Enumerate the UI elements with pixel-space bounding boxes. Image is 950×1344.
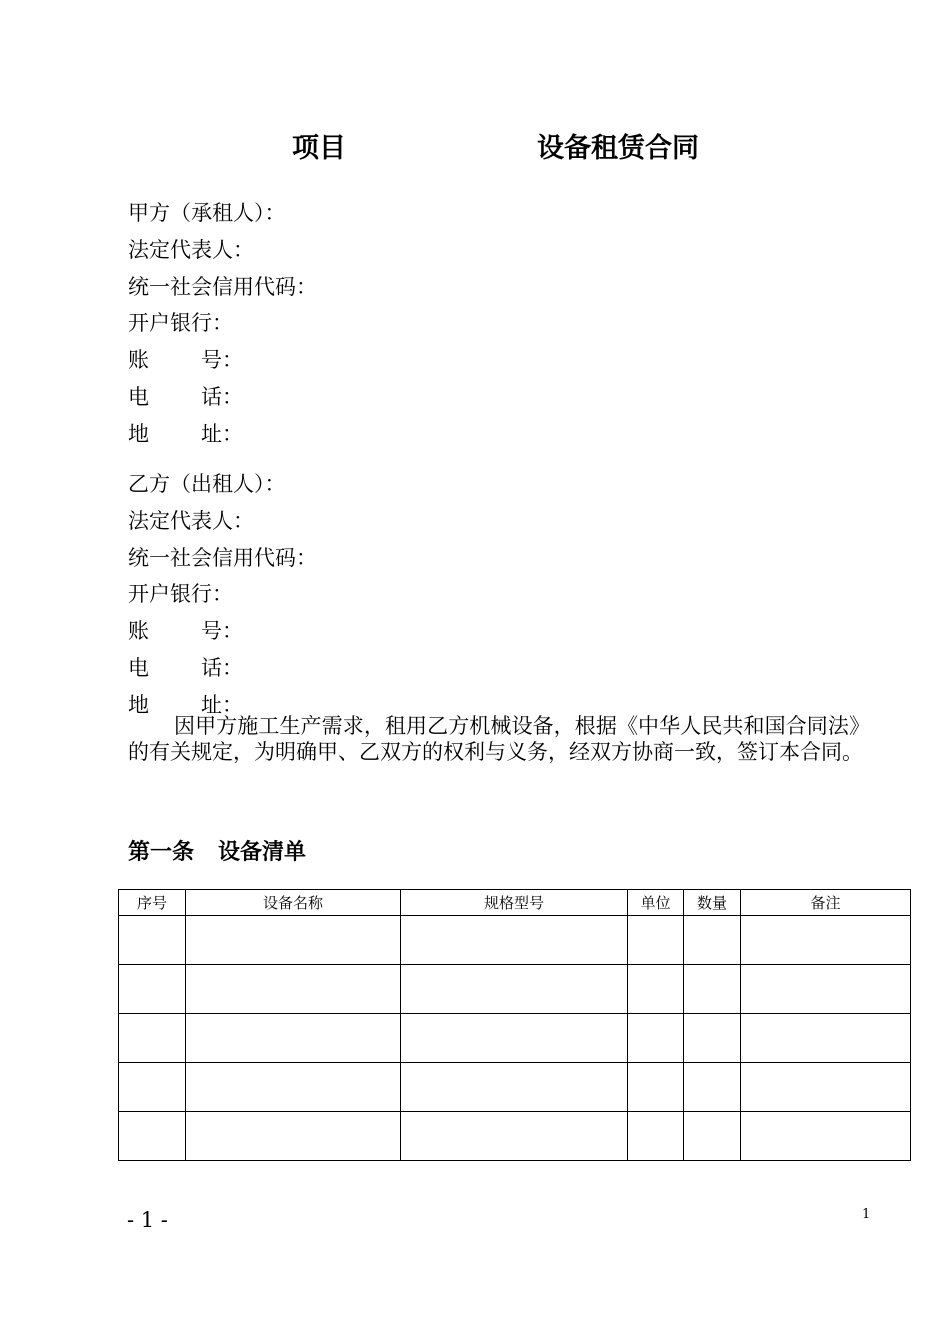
table-cell (401, 965, 628, 1014)
table-cell (401, 916, 628, 965)
table-cell (684, 916, 741, 965)
table-cell (628, 1063, 684, 1112)
party-b-rep-label: 法定代表人： (128, 508, 254, 533)
table-row (119, 965, 911, 1014)
party-a-rep-label: 法定代表人： (128, 237, 254, 262)
page-footer-label: - 1 - (127, 1208, 168, 1232)
table-cell (741, 916, 911, 965)
header-quantity: 数量 (684, 890, 741, 916)
party-a-bank-label: 开户银行： (128, 311, 233, 336)
table-cell (741, 1063, 911, 1112)
party-a-name-label: 甲方（承租人）： (128, 201, 286, 225)
party-a-address-label-char2: 址： (201, 421, 243, 446)
table-cell (186, 1063, 401, 1112)
table-cell (741, 1112, 911, 1161)
table-row (119, 916, 911, 965)
page-number-small: 1 (862, 1207, 871, 1222)
table-cell (119, 916, 186, 965)
party-b-info (128, 466, 317, 724)
table-header-row (119, 890, 911, 916)
equipment-table (118, 889, 911, 1161)
party-a-credit-code-label: 统一社会信用代码： (128, 274, 317, 299)
party-b-name-label: 乙方（出租人）： (128, 472, 286, 496)
party-b-phone-label-char1: 电 (128, 655, 149, 680)
party-b-address-label-char1: 地 (128, 692, 149, 717)
party-a-phone-label-char2: 话： (201, 384, 243, 409)
table-row (119, 1014, 911, 1063)
header-unit: 单位 (628, 890, 684, 916)
table-cell (684, 1063, 741, 1112)
table-row (119, 1112, 911, 1161)
table-cell (186, 965, 401, 1014)
table-cell (119, 1112, 186, 1161)
party-b-account-label-char2: 号： (201, 619, 243, 644)
table-cell (684, 1014, 741, 1063)
party-a-phone-label (128, 379, 317, 416)
party-a-phone-label-char1: 电 (128, 384, 149, 409)
table-cell (684, 1112, 741, 1161)
table-cell (119, 965, 186, 1014)
party-a-account-label-char2: 号： (201, 348, 243, 373)
intro-paragraph: 因甲方施工生产需求，租用乙方机械设备，根据《中华人民共和国合同法》的有关规定，为明确甲、乙双方的权利与义务，经双方协商一致，签订本合同。 (128, 714, 870, 764)
table-cell (186, 1014, 401, 1063)
party-a-address-label (128, 416, 317, 453)
party-b-phone-label-char2: 话： (201, 655, 243, 680)
table-cell (628, 916, 684, 965)
header-serial-number: 序号 (119, 890, 186, 916)
party-a-address-label-char1: 地 (128, 421, 149, 446)
party-a-account-label (128, 342, 317, 379)
party-b-address-label-char2: 址： (201, 692, 243, 717)
table-cell (401, 1063, 628, 1112)
table-cell (741, 965, 911, 1014)
party-b-account-label-char1: 账 (128, 619, 149, 644)
table-cell (119, 1063, 186, 1112)
party-b-account-label (128, 613, 317, 650)
contract-title-project: 项目 (292, 133, 346, 164)
table-cell (401, 1112, 628, 1161)
table-cell (628, 1014, 684, 1063)
party-b-credit-code-label: 统一社会信用代码： (128, 545, 317, 570)
table-cell (628, 1112, 684, 1161)
party-a-account-label-char1: 账 (128, 348, 149, 373)
header-spec-model: 规格型号 (401, 890, 628, 916)
table-row (119, 1063, 911, 1112)
header-equipment-name: 设备名称 (186, 890, 401, 916)
table-cell (186, 916, 401, 965)
section-1-title: 设备清单 (218, 840, 307, 865)
table-cell (401, 1014, 628, 1063)
table-cell (684, 965, 741, 1014)
table-cell (186, 1112, 401, 1161)
header-remarks: 备注 (741, 890, 911, 916)
table-cell (119, 1014, 186, 1063)
table-cell (628, 965, 684, 1014)
party-b-bank-label: 开户银行： (128, 582, 233, 607)
section-1-heading (128, 836, 306, 870)
contract-title-main: 设备租赁合同 (537, 133, 699, 164)
party-b-phone-label (128, 650, 317, 687)
table-cell (741, 1014, 911, 1063)
section-1-number: 第一条 (128, 840, 195, 865)
party-a-info (128, 195, 317, 453)
